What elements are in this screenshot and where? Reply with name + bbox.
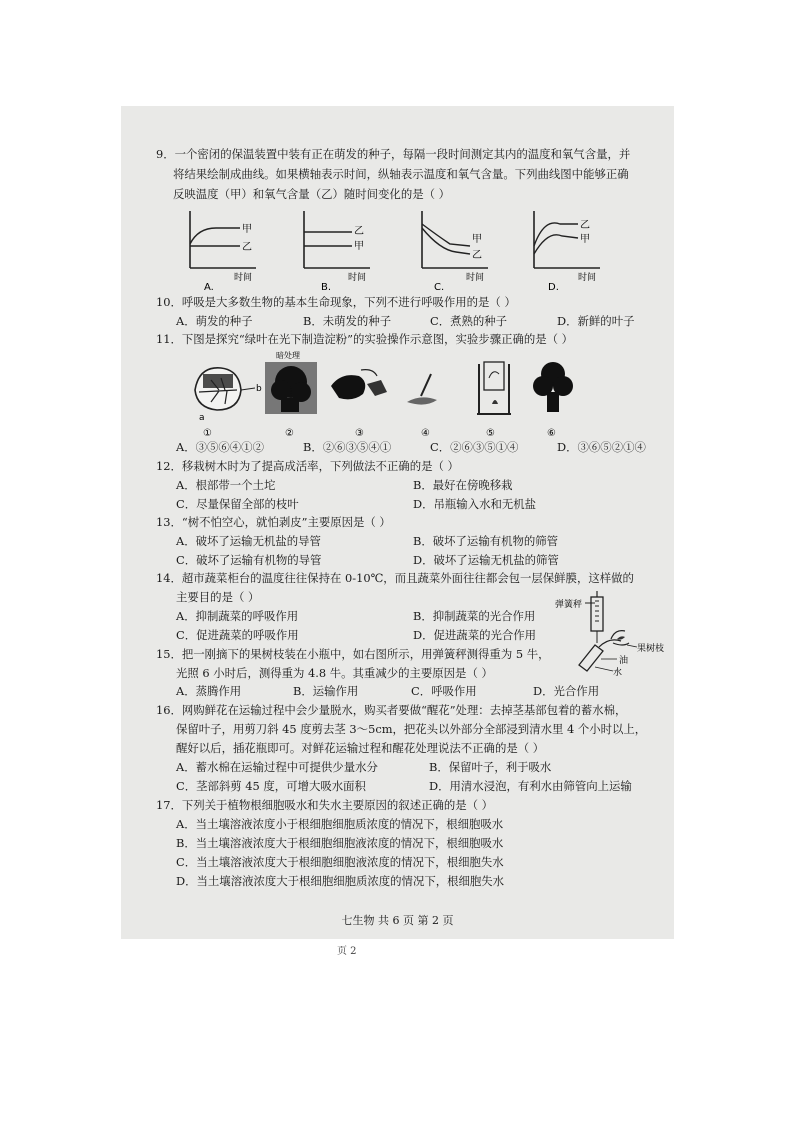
- step1-label-b: b: [256, 384, 262, 394]
- q16-option-c: C．茎部斜剪 45 度，可增大吸水面积: [176, 779, 366, 793]
- q15-option-d: D．光合作用: [533, 684, 600, 698]
- q11-option-c: C．②⑥③⑤①④: [430, 440, 519, 454]
- q17-stem: 17．下列关于植物根细胞吸水和失水主要原因的叙述正确的是（ ）: [156, 798, 494, 812]
- page-mark: 页 2: [337, 946, 357, 957]
- graph-c: [422, 211, 488, 293]
- q14-option-b: B．抑制蔬菜的光合作用: [413, 609, 536, 623]
- q15-oil-label: 油: [619, 656, 629, 666]
- q11-option-b: B．②⑥③⑤④①: [303, 440, 392, 454]
- q10-option-c: C．煮熟的种子: [430, 314, 508, 328]
- q17-option-a: A．当土壤溶液浓度小于根细胞细胞质浓度的情况下，根细胞吸水: [176, 817, 504, 831]
- graph-a-jia: 甲: [242, 224, 252, 235]
- step3-cover-leaf-icon: [331, 370, 387, 439]
- q16-line1: 16．网购鲜花在运输过程中会少量脱水，购买者要做“醒花”处理：去掉茎基部包着的蓄水棉，: [156, 703, 627, 717]
- step6-number: ⑥: [547, 428, 556, 439]
- q9-graphs: [176, 206, 646, 294]
- q15-scale-label: 弹簧秤: [555, 600, 583, 610]
- q13-stem: 13．“树不怕空心，就怕剥皮”主要原因是（ ）: [156, 515, 391, 529]
- q9-line3: 反映温度（甲）和氧气含量（乙）随时间变化的是（ ）: [173, 187, 450, 201]
- step5-number: ⑤: [486, 428, 495, 439]
- q11-option-a: A．③⑤⑥④①②: [176, 440, 264, 454]
- q15-option-b: B．运输作用: [293, 684, 359, 698]
- graph-c-yi: 乙: [472, 250, 482, 261]
- q9-line1: 9．一个密闭的保温装置中装有正在萌发的种子，每隔一段时间测定其内的温度和氧气含量，并: [156, 147, 631, 161]
- q14-option-c: C．促进蔬菜的呼吸作用: [176, 628, 299, 642]
- q14-option-a: A．抑制蔬菜的呼吸作用: [176, 609, 299, 623]
- page-footer: 七生物 共 6 页 第 2 页: [341, 914, 454, 927]
- graph-b: [304, 211, 370, 293]
- q13-option-d: D．破坏了运输无机盐的筛管: [413, 553, 559, 567]
- graph-c-time: 时间: [466, 273, 485, 283]
- graph-d-time: 时间: [578, 273, 597, 283]
- q11-option-d: D．③⑥⑤②①④: [557, 440, 646, 454]
- graph-b-label: B.: [321, 282, 332, 293]
- q16-option-a: A．蓄水棉在运输过程中可提供少量水分: [176, 760, 378, 774]
- q16-option-b: B．保留叶子，利于吸水: [429, 760, 552, 774]
- q15-water-label: 水: [613, 668, 623, 678]
- q12-option-b: B．最好在傍晚移栽: [413, 478, 513, 492]
- q11-stem: 11．下图是探究“绿叶在光下制造淀粉”的实验操作示意图，实验步骤正确的是（ ）: [156, 332, 574, 346]
- step2-dark-label: 暗处理: [276, 351, 300, 360]
- step4-number: ④: [421, 428, 430, 439]
- q13-option-c: C．破坏了运输有机物的导管: [176, 553, 322, 567]
- graph-b-time: 时间: [348, 273, 367, 283]
- step1-number: ①: [203, 428, 212, 439]
- step1-label-a: a: [199, 413, 205, 423]
- q12-option-a: A．根部带一个土坨: [176, 478, 276, 492]
- graph-a-label: A.: [204, 282, 214, 293]
- step3-number: ③: [355, 428, 364, 439]
- q12-option-c: C．尽量保留全部的枝叶: [176, 497, 299, 511]
- graph-b-yi: 乙: [354, 226, 364, 237]
- q14-option-d: D．促进蔬菜的光合作用: [413, 628, 537, 642]
- q16-line2: 保留叶子，用剪刀斜 45 度剪去茎 3～5cm，把花头以外部分全部浸到清水里 4 个小时以上，: [176, 722, 647, 736]
- q10-stem: 10．呼吸是大多数生物的基本生命现象，下列不进行呼吸作用的是（ ）: [156, 295, 516, 309]
- step4-dropper-icon: [407, 374, 437, 439]
- graph-d-yi: 乙: [580, 220, 590, 231]
- step6-plant-icon: [533, 362, 573, 439]
- q17-option-d: D．当土壤溶液浓度大于根细胞细胞质浓度的情况下，根细胞失水: [176, 874, 505, 888]
- graph-a-yi: 乙: [242, 242, 252, 253]
- q12-option-d: D．吊瓶输入水和无机盐: [413, 497, 537, 511]
- exam-page: [121, 106, 674, 957]
- q13-option-b: B．破坏了运输有机物的筛管: [413, 534, 559, 548]
- q16-option-d: D．用清水浸泡，有利水由筛管向上运输: [429, 779, 632, 793]
- q15-option-a: A．蒸腾作用: [176, 684, 242, 698]
- q9-line2: 将结果绘制成曲线。如果横轴表示时间，纵轴表示温度和氧气含量。下列曲线图中能够正确: [173, 167, 629, 181]
- step5-water-bath-icon: [477, 362, 511, 439]
- q14-line1: 14．超市蔬菜柜台的温度往往保持在 0-10℃，而且蔬菜外面往往都会包一层保鲜膜，这样做的: [156, 571, 634, 585]
- step2-dark-treatment-icon: [265, 350, 317, 439]
- graph-c-jia: 甲: [472, 234, 482, 245]
- q15-branch-label: 果树枝: [637, 644, 665, 654]
- graph-b-jia: 甲: [354, 241, 364, 252]
- graph-d-label: D.: [548, 282, 559, 293]
- q13-option-a: A．破坏了运输无机盐的导管: [176, 534, 321, 548]
- q15-option-c: C．呼吸作用: [411, 684, 477, 698]
- q15-line1: 15．把一刚摘下的果树枝装在小瓶中，如右图所示，用弹簧秤测得重为 5 牛，: [156, 647, 550, 661]
- graph-a-time: 时间: [234, 273, 253, 283]
- q11-experiment-figure: [181, 350, 641, 438]
- q15-spring-scale-figure: [551, 589, 671, 683]
- graph-d-jia: 甲: [580, 234, 590, 245]
- graph-d: [534, 211, 600, 293]
- q10-option-d: D．新鲜的叶子: [557, 314, 635, 328]
- graph-c-label: C.: [434, 282, 445, 293]
- q12-stem: 12．移栽树木时为了提高成活率，下列做法不正确的是（ ）: [156, 459, 459, 473]
- q17-option-c: C．当土壤溶液浓度大于根细胞细胞液浓度的情况下，根细胞失水: [176, 855, 504, 869]
- q10-option-a: A．萌发的种子: [176, 314, 253, 328]
- q15-line2: 光照 6 小时后，测得重为 4.8 牛。其重减少的主要原因是（ ）: [176, 666, 493, 680]
- q10-option-b: B．未萌发的种子: [303, 314, 392, 328]
- step2-number: ②: [285, 428, 294, 439]
- step1-leaf-icon: [195, 368, 262, 439]
- q14-line2: 主要目的是（ ）: [176, 590, 260, 604]
- graph-a: [190, 211, 256, 293]
- q16-line3: 醒好以后，插花瓶即可。对鲜花运输过程和醒花处理说法不正确的是（ ）: [176, 741, 545, 755]
- q17-option-b: B．当土壤溶液浓度大于根细胞细胞液浓度的情况下，根细胞吸水: [176, 836, 504, 850]
